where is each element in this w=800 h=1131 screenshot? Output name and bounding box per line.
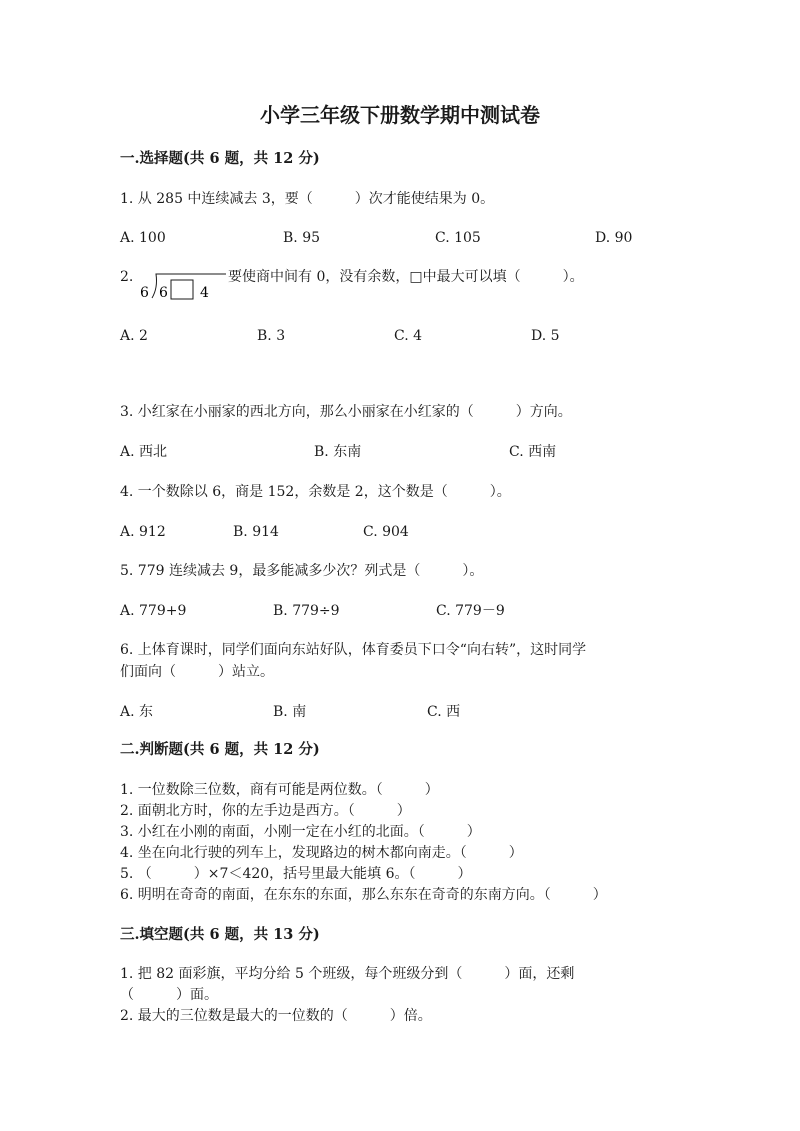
division-dividend-right: 4 [200,285,209,301]
blank-box [171,280,193,299]
q6-option-a: A. 东 [120,704,154,720]
question-6-line-2: 们面向（ ）站立。 [120,664,274,680]
q1-option-b: B. 95 [283,230,321,246]
q5-option-b: B. 779÷9 [273,603,340,619]
question-2-number: 2. [120,269,134,285]
q3-option-b: B. 东南 [314,444,362,460]
q3-option-a: A. 西北 [120,444,168,460]
q2-option-d: D. 5 [531,328,560,344]
question-5: 5. 779 连续减去 9，最多能减多少次？列式是（ ）。 [120,563,484,579]
question-2: 要使商中间有 0，没有余数，□中最大可以填（ ）。 [228,269,584,285]
question-1: 1. 从 285 中连续减去 3，要（ ）次才能使结果为 0。 [120,191,495,207]
q4-option-b: B. 914 [233,524,279,540]
question-4: 4. 一个数除以 6，商是 152，余数是 2，这个数是（ ）。 [120,484,511,500]
q5-option-c: C. 779－9 [436,603,505,619]
division-divisor: 6 [140,285,149,301]
judge-item-6: 6. 明明在奇奇的南面，在东东的东面，那么东东在奇奇的东南方向。（ ） [120,887,607,903]
q4-option-c: C. 904 [363,524,409,540]
question-3: 3. 小红家在小丽家的西北方向，那么小丽家在小红家的（ ）方向。 [120,404,572,420]
judge-item-1: 1. 一位数除三位数，商有可能是两位数。（ ） [120,782,439,798]
long-division-figure [138,270,228,302]
q6-option-b: B. 南 [273,704,307,720]
division-dividend-left: 6 [159,285,168,301]
judge-item-4: 4. 坐在向北行驶的列车上，发现路边的树木都向南走。（ ） [120,845,523,861]
fill-item-2: 2. 最大的三位数是最大的一位数的（ ）倍。 [120,1008,432,1024]
q5-option-a: A. 779+9 [120,603,187,619]
question-6-line-1: 6. 上体育课时，同学们面向东站好队，体育委员下口令“向右转”，这时同学 [120,642,587,658]
q1-option-d: D. 90 [595,230,633,246]
fill-item-1-line-1: 1. 把 82 面彩旗，平均分给 5 个班级，每个班级分到（ ）面，还剩 [120,966,575,982]
judge-item-3: 3. 小红在小刚的南面，小刚一定在小红的北面。（ ） [120,824,481,840]
q3-option-c: C. 西南 [509,444,557,460]
section-heading-choice: 一.选择题(共 6 题，共 12 分) [120,150,320,167]
q6-option-c: C. 西 [427,704,461,720]
q2-option-b: B. 3 [257,328,286,344]
section-heading-fill: 三.填空题(共 6 题，共 13 分) [120,926,320,943]
q2-option-a: A. 2 [120,328,148,344]
q4-option-a: A. 912 [120,524,166,540]
judge-item-2: 2. 面朝北方时，你的左手边是西方。（ ） [120,803,411,819]
q1-option-a: A. 100 [120,230,166,246]
q2-option-c: C. 4 [394,328,423,344]
section-heading-judge: 二.判断题(共 6 题，共 12 分) [120,741,320,758]
fill-item-1-line-2: （ ）面。 [120,987,218,1003]
judge-item-5: 5. （ ）×7＜420，括号里最大能填 6。（ ） [120,866,472,882]
page-title: 小学三年级下册数学期中测试卷 [260,103,540,127]
q1-option-c: C. 105 [435,230,481,246]
